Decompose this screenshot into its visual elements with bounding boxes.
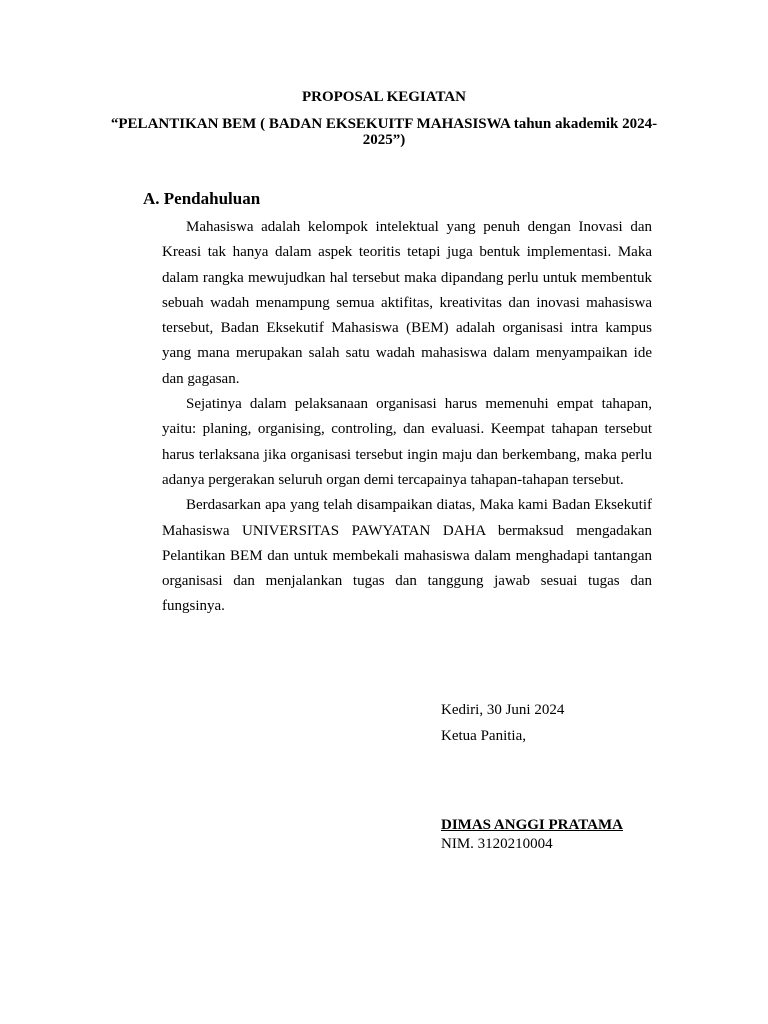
paragraph-3: Berdasarkan apa yang telah disampaikan diatas, Maka kami Badan Eksekutif Mahasiswa UNIVERSITAS PAWYATAN DAHA bermaksud mengadakan Pelantikan BEM dan untuk membekali mahasiswa dalam menghadapi tantangan organisasi dan menjalankan tugas dan tanggung jawab sesuai tugas dan fungsinya. (162, 497, 652, 615)
paragraph-1: Mahasiswa adalah kelompok intelektual yang penuh dengan Inovasi dan Kreasi tak hanya dalam aspek teoritis tetapi juga bentuk implementasi. Maka dalam rangka mewujudkan hal tersebut maka dipandang perlu untuk membentuk sebuah wadah menampung semua aktifitas, kreativitas dan inovasi mahasiswa tersebut, Badan Eksekutif Mahasiswa (BEM) adalah organisasi intra kampus yang mana merupakan salah satu wadah mahasiswa dalam menyampaikan ide dan gagasan. (162, 219, 652, 387)
document-subtitle: “PELANTIKAN BEM ( BADAN EKSEKUITF MAHASISWA tahun akademik 2024-2025”) (110, 116, 658, 148)
document-title: PROPOSAL KEGIATAN (301, 89, 467, 105)
signer-name: DIMAS ANGGI PRATAMA (441, 817, 623, 833)
paragraph-2: Sejatinya dalam pelaksanaan organisasi harus memenuhi empat tahapan, yaitu: planing, organising, controling, dan evaluasi. Keempat tahapan tersebut harus terlaksana jika organisasi tersebut ingin maju dan berkembang, maka perlu adanya pergerakan seluruh organ demi tercapainya tahapan-tahapan tersebut. (162, 396, 652, 488)
place-date: Kediri, 30 Juni 2024 (441, 702, 565, 718)
signer-nim: NIM. 3120210004 (441, 836, 553, 852)
section-heading: A. Pendahuluan (143, 189, 261, 208)
introduction-body (162, 215, 652, 620)
signer-role: Ketua Panitia, (441, 728, 526, 744)
